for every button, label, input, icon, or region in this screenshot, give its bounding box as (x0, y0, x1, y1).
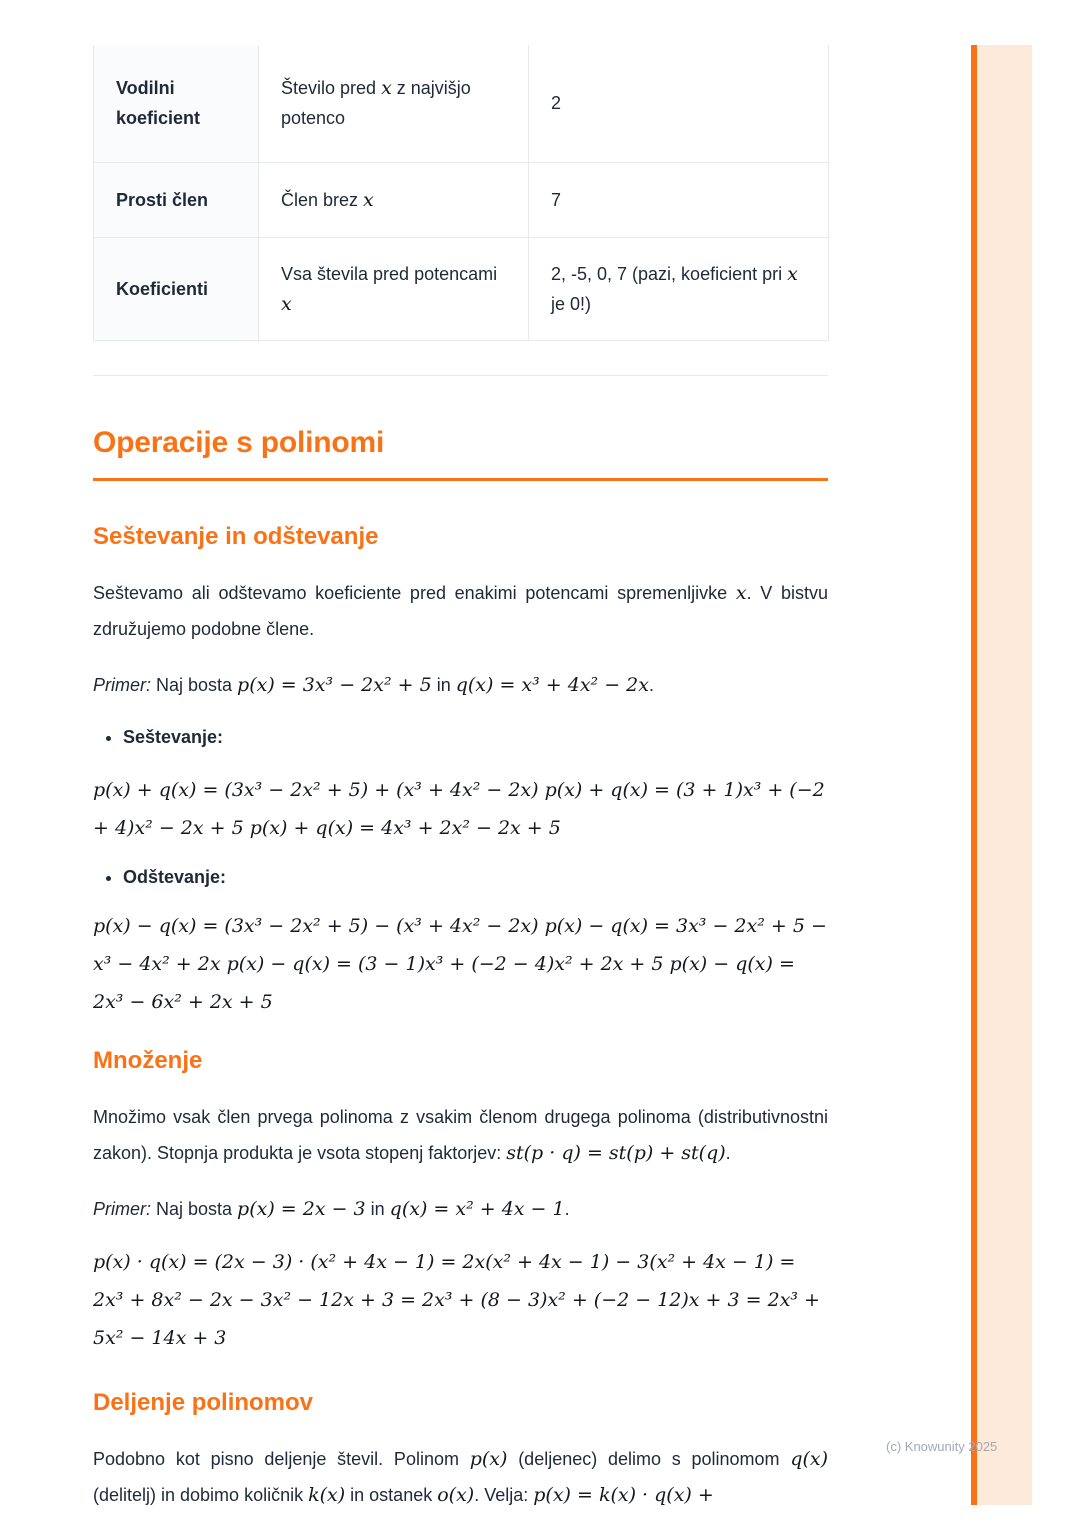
inline-math: o(x) (437, 1483, 475, 1506)
math-block-sestevanje: p(x) + q(x) = (3x³ − 2x² + 5) + (x³ + 4x² − 2x) p(x) + q(x) = (3 + 1)x³ + (−2 + 4)x² − 2x + 5 p(x) + q(x) = 4x³ + 2x² − 2x + 5 (93, 778, 825, 839)
math-block-odstevanje: p(x) − q(x) = (3x³ − 2x² + 5) − (x³ + 4x² − 2x) p(x) − q(x) = 3x³ − 2x² + 5 − x³ − 4x² + 2x p(x) − q(x) = (3 − 1)x³ + (−2 − 4)x² + 2x + 5 p(x) − q(x) = 2x³ − 6x² + 2x + 5 (93, 914, 827, 1013)
polynomial-terms-table (93, 45, 829, 341)
table-row-koeficienti (94, 237, 829, 340)
inline-math: x (735, 581, 747, 604)
term-label: Vodilni koeficient (116, 78, 201, 129)
inline-math: st(p · q) = st(p) + st(q) (506, 1141, 726, 1164)
paragraph-mnozenje-primer: Primer: Naj bosta p(x) = 2x − 3 in q(x) = x² + 4x − 1. (93, 1197, 570, 1220)
value-cell: 2, -5, 0, 7 (pazi, koeficient pri x je 0!) (529, 237, 829, 340)
inline-math: x (787, 262, 798, 285)
page-title: Operacije s polinomi (93, 424, 828, 481)
inline-math: q(x) = x² + 4x − 1 (389, 1197, 565, 1220)
bullet-label-sestevanje: Seštevanje: (123, 726, 224, 747)
bullet-list-sestevanje (93, 719, 828, 755)
inline-math: q(x) (790, 1447, 829, 1470)
paragraph-deljenje-intro: Podobno kot pisno deljenje števil. Polinom p(x) (deljenec) delimo s polinomom q(x) (delitelj) in dobimo količnik k(x) in ostanek o(x). Velja: p(x) = k(x) · q(x) + (93, 1447, 829, 1506)
inline-math: x (381, 77, 392, 100)
term-label: Koeficienti (116, 278, 209, 299)
inline-math: k(x) (308, 1483, 346, 1506)
section-title-mnozenje: Množenje (93, 1046, 203, 1074)
inline-math: p(x) = 2x − 3 (237, 1197, 366, 1220)
inline-math: p(x) = k(x) · q(x) + (533, 1483, 714, 1506)
description-cell: Vsa števila pred potencami x (259, 237, 529, 340)
paragraph-addsub-primer: Primer: Naj bosta p(x) = 3x³ − 2x² + 5 in q(x) = x³ + 4x² − 2x. (93, 673, 654, 696)
primer-label: Primer: (93, 674, 151, 695)
value-cell: 2 (529, 45, 829, 162)
right-accent-stripe-light (977, 45, 1032, 1505)
paragraph-mnozenje-intro: Množimo vsak člen prvega polinoma z vsakim členom drugega polinoma (distributivnostni zakon). Stopnja produkta je vsota stopenj faktorjev: st(p · q) = st(p) + st(q). (93, 1106, 828, 1164)
table-row-vodilni-koeficient (94, 45, 829, 162)
term-label: Prosti člen (116, 189, 209, 210)
math-block-mnozenje: p(x) · q(x) = (2x − 3) · (x² + 4x − 1) = 2x(x² + 4x − 1) − 3(x² + 4x − 1) = 2x³ + 8x² − 2x − 3x² − 12x + 3 = 2x³ + (8 − 3)x² + (−2 − 12)x + 3 = 2x³ + 5x² − 14x + 3 (93, 1250, 820, 1349)
term-cell (94, 237, 259, 340)
paragraph-addsub-intro: Seštevamo ali odštevamo koeficiente pred enakimi potencami spremenljivke x. V bistvu združujemo podobne člene. (93, 581, 828, 639)
inline-math: q(x) = x³ + 4x² − 2x (455, 673, 649, 696)
description-cell: Število pred x z najvišjo potenco (259, 45, 529, 162)
inline-math: x (363, 188, 374, 211)
inline-math: p(x) (469, 1447, 508, 1470)
document-content (93, 0, 828, 1513)
section-title-sestevanje-odstevanje: Seštevanje in odštevanje (93, 522, 379, 550)
table-row-prosti-clen (94, 162, 829, 237)
section-divider (93, 375, 828, 376)
primer-label: Primer: (93, 1198, 151, 1219)
list-item (123, 859, 828, 895)
term-cell (94, 162, 259, 237)
value-cell: 7 (529, 162, 829, 237)
inline-math: p(x) = 3x³ − 2x² + 5 (237, 673, 432, 696)
inline-math: x (281, 292, 292, 315)
description-cell: Člen brez x (259, 162, 529, 237)
bullet-label-odstevanje: Odštevanje: (123, 866, 227, 887)
copyright-footer: (c) Knowunity 2025 (886, 1439, 998, 1454)
list-item (123, 719, 828, 755)
bullet-list-odstevanje (93, 859, 828, 895)
section-title-deljenje: Deljenje polinomov (93, 1388, 314, 1416)
term-cell (94, 45, 259, 162)
